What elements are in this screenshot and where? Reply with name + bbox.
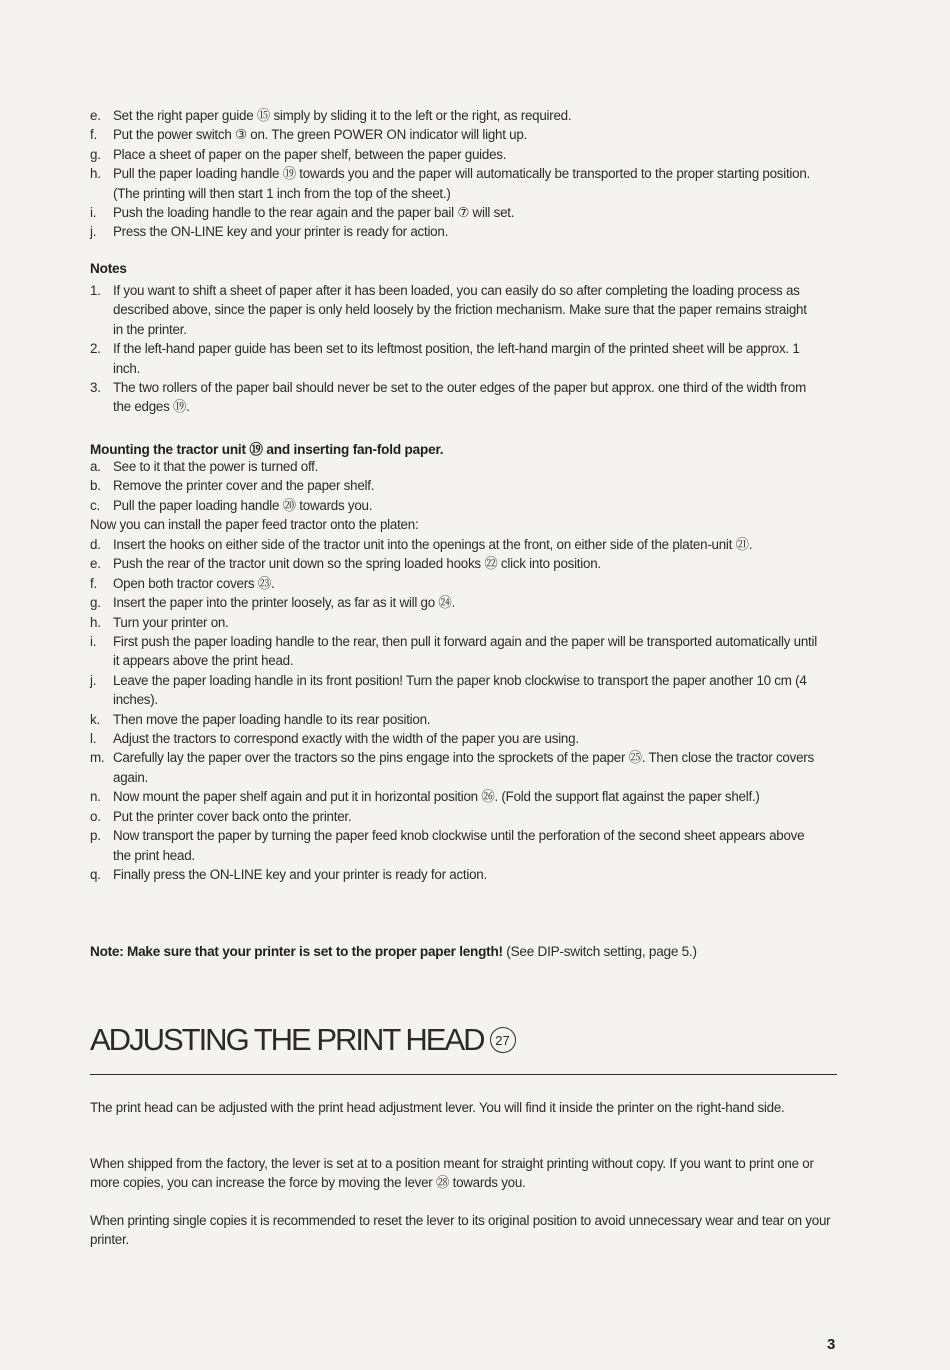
list-marker: h. [90,614,101,630]
list-item [90,807,820,826]
list-text: Pull the paper loading handle ⑲ towards you and the paper will automatically be transported to the proper starting position. (The printing will then start 1 inch from the top of the sheet.) [113,166,810,201]
circled-number-icon: 27 [490,1027,516,1053]
list-item [90,106,820,125]
list-text: Finally press the ON-LINE key and your printer is ready for action. [113,866,487,882]
list-item [90,729,820,748]
list-marker: k. [90,711,100,727]
list-text: Now transport the paper by turning the paper feed knob clockwise until the perforation of the second sheet appears above the print head. [113,828,805,863]
list-marker: h. [90,166,101,182]
list-item [90,496,820,515]
list-marker: e. [90,556,101,572]
list-marker: f. [90,127,97,143]
tractor-intro: Now you can install the paper feed tractor onto the platen: [90,517,419,532]
list-marker: 3. [90,380,101,396]
list-marker: f. [90,575,97,591]
section-paragraph: The print head can be adjusted with the print head adjustment lever. You will find it inside the printer on the right-hand side. [90,1100,785,1115]
tractor-steps-b-list [90,535,820,884]
list-marker: g. [90,146,101,162]
list-text: Then move the paper loading handle to its rear position. [113,711,431,727]
list-marker: j. [90,224,97,240]
list-marker: q. [90,866,101,882]
list-text: Place a sheet of paper on the paper shelf, between the paper guides. [113,146,507,162]
list-marker: m. [90,750,105,766]
list-item [90,554,820,573]
list-item [90,671,820,710]
list-item [90,125,820,144]
list-marker: i. [90,205,97,221]
list-marker: 2. [90,341,101,357]
list-item [90,574,820,593]
list-marker: p. [90,828,101,844]
tractor-steps-a-list [90,457,820,515]
list-text: Push the rear of the tractor unit down so the spring loaded hooks ㉒ click into position. [113,556,601,572]
list-marker: b. [90,478,101,494]
list-item [90,476,820,495]
list-marker: g. [90,595,101,611]
list-item [90,378,820,417]
list-item [90,222,820,241]
list-text: Insert the paper into the printer loosely, as far as it will go ㉔. [113,595,455,611]
list-item [90,632,820,671]
list-item [90,593,820,612]
list-text: Carefully lay the paper over the tractors so the pins engage into the sprockets of the paper ㉕. Then close the tractor covers again. [113,750,814,785]
list-text: Adjust the tractors to correspond exactly with the width of the paper you are using. [113,731,579,747]
note-plain-text: (See DIP-switch setting, page 5.) [502,944,697,959]
list-item [90,281,820,339]
list-text: Leave the paper loading handle in its front position! Turn the paper knob clockwise to transport the paper another 10 cm (4 inches). [113,672,807,708]
list-text: Open both tractor covers ㉓. [113,575,275,591]
list-text: Pull the paper loading handle ⑳ towards you. [113,497,373,513]
list-marker: n. [90,789,101,805]
section-title-text: ADJUSTING THE PRINT HEAD [90,1022,484,1057]
list-item [90,457,820,476]
list-text: Press the ON-LINE key and your printer is ready for action. [113,224,449,240]
steps-top-list [90,106,820,242]
list-text: Turn your printer on. [113,614,229,630]
list-text: The two rollers of the paper bail should never be set to the outer edges of the paper but approx. one third of the width from the edges ⑲. [113,380,807,415]
section-paragraph: When printing single copies it is recommended to reset the lever to its original position to avoid unnecessary wear and tear on your printer. [90,1213,831,1248]
list-text: First push the paper loading handle to the rear, then pull it forward again and the paper will be transported automatically until it appears above the print head. [113,634,817,669]
paper-length-note [90,944,850,959]
list-text: Push the loading handle to the rear again and the paper bail ⑦ will set. [113,205,515,221]
list-marker: j. [90,672,97,688]
list-item [90,145,820,164]
notes-heading: Notes [90,261,127,276]
list-marker: c. [90,497,100,513]
list-marker: a. [90,459,101,474]
list-item [90,164,820,203]
list-text: Put the power switch ③ on. The green POWER ON indicator will light up. [113,127,528,143]
list-text: Insert the hooks on either side of the tractor unit into the openings at the front, on either side of the platen-unit ㉑. [113,537,753,552]
section-title [90,1022,516,1058]
list-text: If the left-hand paper guide has been set to its leftmost position, the left-hand margin of the printed sheet will be approx. 1 inch. [113,341,800,376]
list-item [90,865,820,884]
tractor-heading: Mounting the tractor unit ⑲ and inserting fan-fold paper. [90,442,444,457]
list-text: Put the printer cover back onto the printer. [113,808,352,824]
list-item [90,339,820,378]
list-marker: o. [90,808,101,824]
list-item [90,826,820,865]
note-bold-text: Note: Make sure that your printer is set to the proper paper length! [90,944,503,959]
notes-list [90,281,820,417]
list-text: Set the right paper guide ⑮ simply by sliding it to the left or the right, as required. [113,108,572,123]
list-item [90,613,820,632]
section-paragraph: When shipped from the factory, the lever is set at to a position meant for straight printing without copy. If you want to print one or more copies, you can increase the force by moving the lever ㉘ towards you. [90,1156,814,1191]
list-item [90,203,820,222]
list-marker: i. [90,634,97,650]
list-item [90,787,820,806]
list-marker: d. [90,537,101,552]
list-text: Now mount the paper shelf again and put it in horizontal position ㉖. (Fold the support flat against the paper shelf.) [113,789,760,805]
list-item [90,748,820,787]
list-marker: 1. [90,283,101,298]
list-text: Remove the printer cover and the paper shelf. [113,478,375,494]
list-text: See to it that the power is turned off. [113,459,319,474]
page-number: 3 [827,1336,836,1353]
list-text: If you want to shift a sheet of paper after it has been loaded, you can easily do so after completing the loading process as described above, since the paper is only held loosely by the friction mechanism. Make sure that the paper remains straight in the printer. [113,283,807,337]
list-marker: e. [90,108,101,123]
section-divider [90,1074,837,1075]
list-item [90,710,820,729]
list-item [90,535,820,554]
list-marker: l. [90,731,97,747]
